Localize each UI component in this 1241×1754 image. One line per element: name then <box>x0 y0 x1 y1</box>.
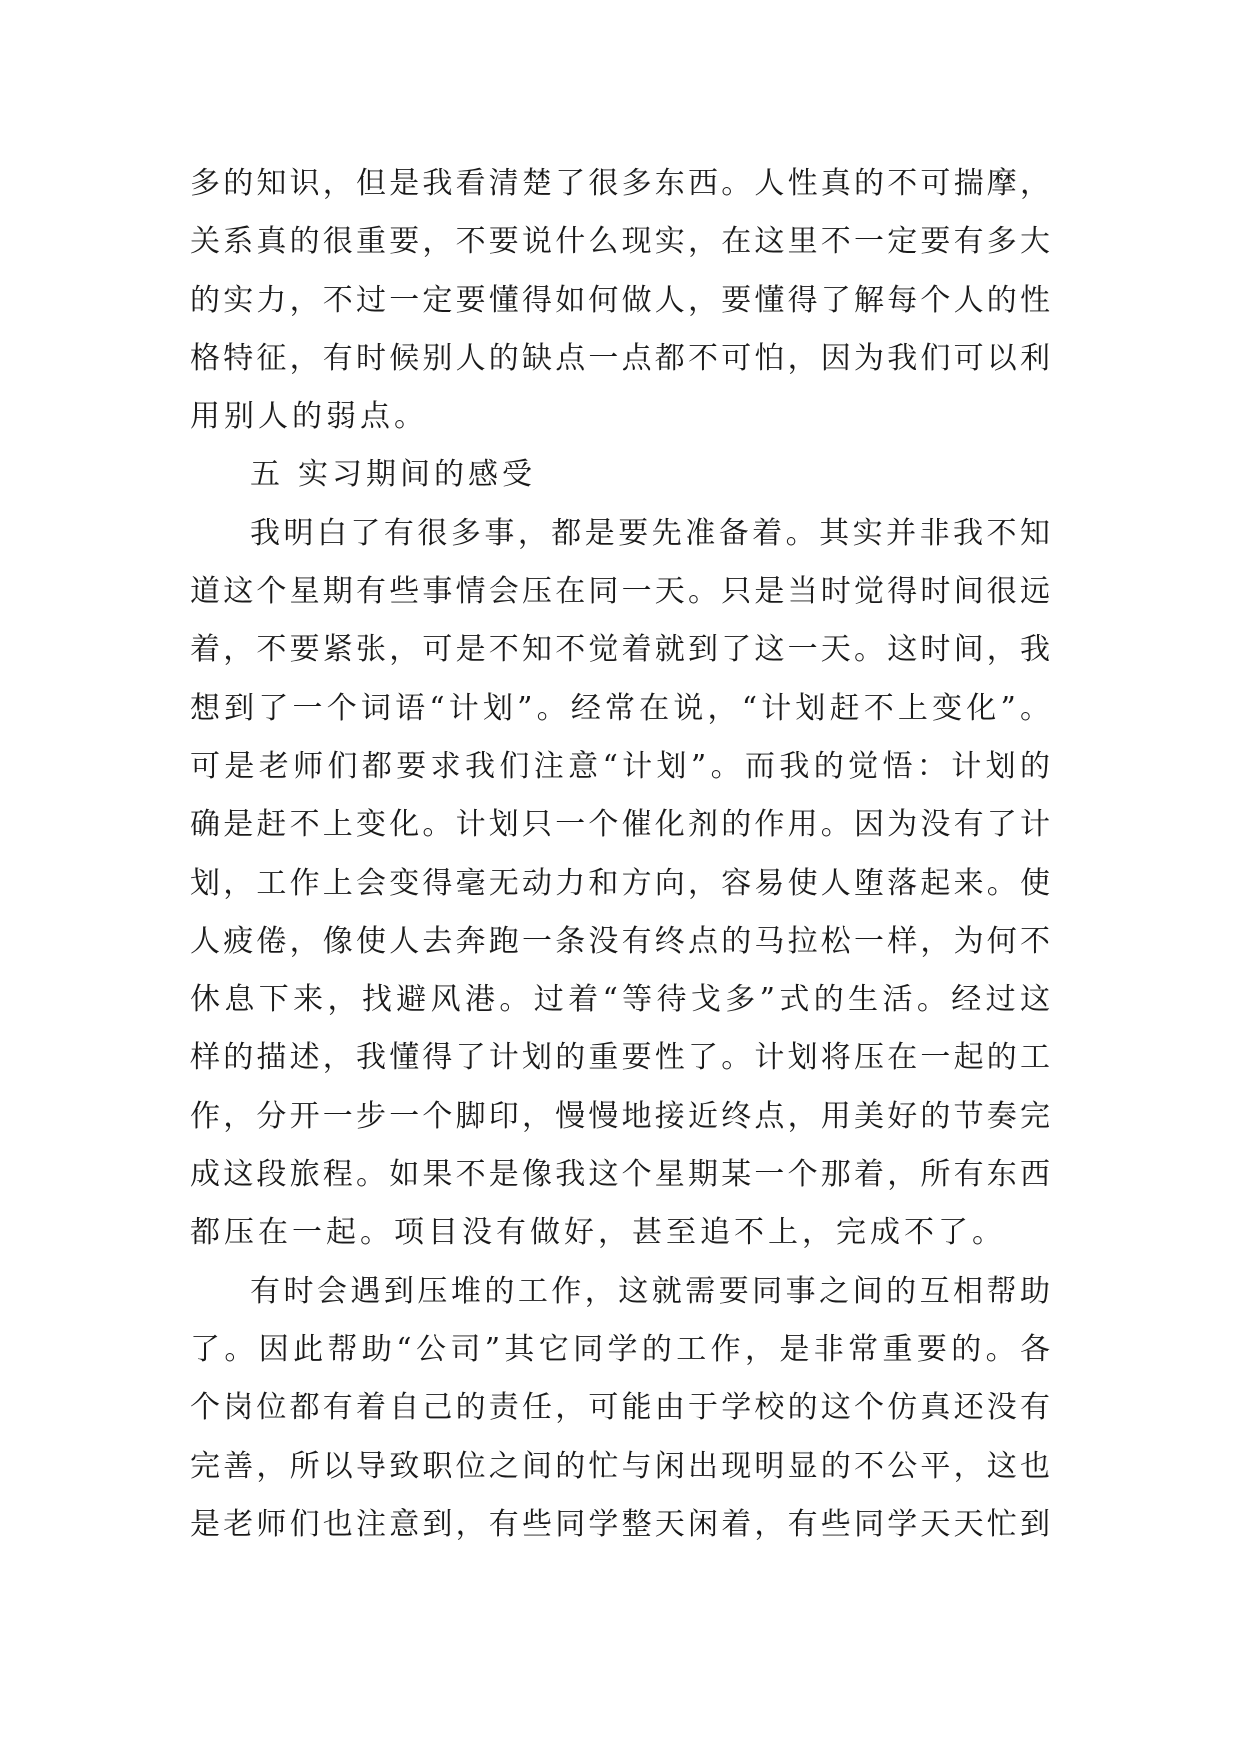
text-line: 想到了一个词语“计划”。经常在说，“计划赶不上变化”。 <box>190 690 1050 726</box>
text-line: 作，分开一步一个脚印，慢慢地接近终点，用美好的节奏完 <box>190 1098 1050 1134</box>
text-line: 我明白了有很多事，都是要先准备着。其实并非我不知 <box>250 515 1050 551</box>
section-title: 实习期间的感受 <box>298 457 536 493</box>
text-line: 的实力，不过一定要懂得如何做人，要懂得了解每个人的性 <box>190 282 1050 318</box>
text-line: 关系真的很重要，不要说什么现实，在这里不一定要有多大 <box>190 224 1050 260</box>
text-line: 个岗位都有着自己的责任，可能由于学校的这个仿真还没有 <box>190 1390 1050 1426</box>
text-line: 着，不要紧张，可是不知不觉着就到了这一天。这时间，我 <box>190 632 1050 668</box>
text-line: 了。因此帮助“公司”其它同学的工作，是非常重要的。各 <box>190 1331 1050 1367</box>
text-line: 休息下来，找避风港。过着“等待戈多”式的生活。经过这 <box>190 982 1050 1018</box>
section-heading <box>190 446 1050 504</box>
text-line: 格特征，有时候别人的缺点一点都不可怕，因为我们可以利 <box>190 340 1050 376</box>
text-line: 多的知识，但是我看清楚了很多东西。人性真的不可揣摩， <box>190 166 1050 201</box>
text-line: 完善，所以导致职位之间的忙与闲出现明显的不公平，这也 <box>190 1448 1050 1484</box>
text-line: 可是老师们都要求我们注意“计划”。而我的觉悟：计划的 <box>190 748 1050 784</box>
section-number: 五 <box>250 457 284 493</box>
text-line: 有时会遇到压堆的工作，这就需要同事之间的互相帮助 <box>250 1273 1050 1309</box>
text-line: 样的描述，我懂得了计划的重要性了。计划将压在一起的工 <box>190 1040 1050 1076</box>
text-line: 划，工作上会变得毫无动力和方向，容易使人堕落起来。使 <box>190 865 1050 901</box>
text-line: 用别人的弱点。 <box>190 399 428 435</box>
text-line: 都压在一起。项目没有做好，甚至追不上，完成不了。 <box>190 1215 1006 1251</box>
text-line: 道这个星期有些事情会压在同一天。只是当时觉得时间很远 <box>190 574 1050 610</box>
text-line: 是老师们也注意到，有些同学整天闲着，有些同学天天忙到 <box>190 1506 1050 1542</box>
text-line: 成这段旅程。如果不是像我这个星期某一个那着，所有东西 <box>190 1157 1050 1193</box>
text-line: 人疲倦，像使人去奔跑一条没有终点的马拉松一样，为何不 <box>190 923 1050 959</box>
document-body <box>190 155 1050 1554</box>
text-line: 确是赶不上变化。计划只一个催化剂的作用。因为没有了计 <box>190 807 1050 843</box>
